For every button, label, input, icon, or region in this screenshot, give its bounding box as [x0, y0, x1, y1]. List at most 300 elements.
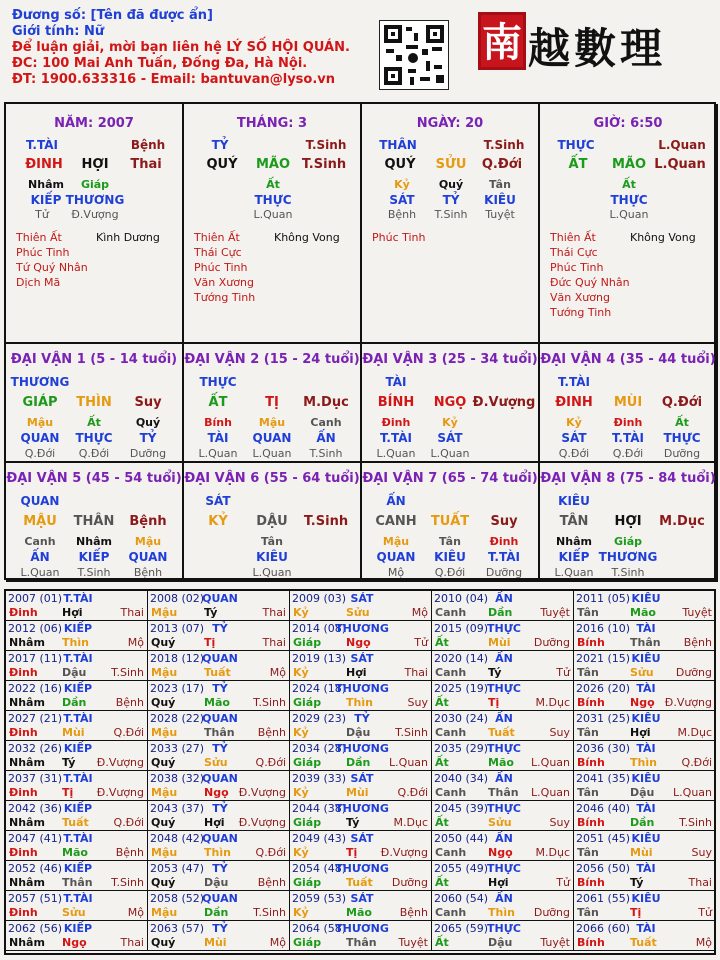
year-chi: Tý — [346, 816, 360, 829]
year-can: Bính — [577, 756, 605, 769]
cell-row — [540, 535, 718, 551]
year-chi: Tuất — [488, 726, 515, 739]
pillar-title: THÁNG: 3 — [236, 116, 308, 131]
cell-value: Dưỡng — [129, 447, 167, 460]
year-label: 2054 (48) — [292, 862, 347, 875]
year-label: 2029 (23) — [292, 712, 347, 725]
year-stage: Dưỡng — [533, 906, 570, 919]
year-cell — [148, 741, 290, 771]
year-cell — [432, 651, 574, 681]
cell-value: TÀI — [207, 431, 229, 445]
year-chi: Ngọ — [62, 936, 87, 949]
star-label: Tướng Tinh — [194, 291, 256, 304]
year-chi: Mùi — [630, 846, 653, 859]
cell-value: Q.Đới — [24, 447, 56, 460]
cell-value: Bệnh — [130, 138, 166, 152]
year-chi: Hợi — [630, 726, 651, 739]
cell-value: THÌN — [76, 395, 112, 410]
year-cell — [432, 831, 574, 861]
year-cell — [574, 741, 716, 771]
cell-value: Dưỡng — [485, 566, 523, 579]
year-chi: Tị — [488, 696, 500, 709]
cell-value: ĐINH — [555, 395, 593, 410]
cell-value: THÂN — [73, 514, 115, 529]
year-can: Ất — [435, 636, 449, 649]
cell-row — [362, 566, 540, 582]
cell-row — [184, 447, 362, 463]
year-label: 2064 (58) — [292, 922, 347, 935]
dai-van-cell — [540, 463, 718, 582]
dai-van-cell — [540, 344, 718, 463]
chart-grid — [4, 102, 716, 580]
year-chi: Dần — [346, 756, 371, 769]
cell-row — [540, 138, 718, 154]
year-can: Bính — [577, 936, 605, 949]
cell-value: Q.Đới — [558, 447, 590, 460]
year-chi: Tuất — [346, 876, 373, 889]
year-label: 2030 (24) — [434, 712, 489, 725]
year-chi: Tuất — [62, 816, 89, 829]
cell-value: SỬU — [435, 157, 467, 172]
year-stage: L.Quan — [389, 756, 428, 769]
year-stage: Q.Đới — [255, 846, 286, 859]
cell-value: SÁT — [389, 193, 415, 207]
year-chi: Thìn — [630, 756, 657, 769]
cell-row — [6, 208, 184, 224]
year-cell — [148, 651, 290, 681]
cell-row — [540, 178, 718, 194]
cell-value: TUẤT — [430, 514, 470, 529]
cell-value: THỰC — [199, 375, 237, 389]
year-chi: Tuất — [204, 666, 231, 679]
cell-value: Bệnh — [387, 208, 417, 221]
cell-value: ẤT — [568, 157, 588, 172]
year-chi: Thân — [62, 876, 93, 889]
cell-row — [362, 208, 540, 224]
year-can: Đinh — [9, 606, 38, 619]
cell-row — [362, 494, 540, 510]
cell-value: THƯƠNG — [10, 375, 70, 389]
year-can: Canh — [435, 786, 467, 799]
year-label: 2014 (08) — [292, 622, 347, 635]
cell-row — [362, 157, 540, 173]
pillar-cell — [540, 104, 718, 344]
dai-van-title: ĐẠI VẬN 1 (5 - 14 tuổi) — [10, 352, 178, 367]
cell-row — [6, 375, 184, 391]
year-chi: Thìn — [204, 846, 231, 859]
cell-row — [184, 550, 362, 566]
year-can: Giáp — [293, 756, 322, 769]
year-stage: Q.Đới — [397, 786, 428, 799]
logo-seal: 南 — [478, 12, 526, 70]
year-label: 2013 (07) — [150, 622, 205, 635]
cell-value: Kỷ — [394, 178, 410, 191]
year-label: 2028 (22) — [150, 712, 205, 725]
cell-value: T.Sinh — [434, 208, 468, 221]
year-god: KIÊU — [631, 652, 661, 665]
cell-value: T.Sinh — [483, 138, 525, 152]
year-chi: Mão — [488, 756, 514, 769]
cell-value: Q.Đới — [481, 157, 523, 172]
year-cell — [6, 801, 148, 831]
year-chi: Sửu — [488, 816, 512, 829]
cell-row — [184, 138, 362, 154]
year-god: ẤN — [495, 772, 513, 785]
year-can: Bính — [577, 636, 605, 649]
year-cell — [6, 741, 148, 771]
cell-value: Mậu — [382, 535, 410, 548]
year-stage: L.Quan — [531, 756, 570, 769]
cell-value: QUAN — [128, 550, 168, 564]
year-stage: Bệnh — [399, 906, 428, 919]
year-can: Mậu — [151, 846, 178, 859]
cell-row — [540, 514, 718, 530]
year-label: 2009 (03) — [292, 592, 347, 605]
cell-value: CANH — [375, 514, 417, 529]
year-cell — [290, 591, 432, 621]
pillar-cell — [184, 104, 362, 344]
year-label: 2046 (40) — [576, 802, 631, 815]
year-cell — [148, 711, 290, 741]
year-god: THỰC — [487, 922, 521, 935]
year-cell — [290, 831, 432, 861]
cell-value: KỶ — [208, 514, 228, 529]
dai-van-cell — [184, 344, 362, 463]
cell-row — [540, 566, 718, 582]
year-can: Nhâm — [9, 756, 45, 769]
year-god: T.TÀI — [63, 592, 93, 605]
year-label: 2012 (06) — [8, 622, 63, 635]
cell-value: Tân — [261, 535, 283, 548]
year-label: 2019 (13) — [292, 652, 347, 665]
year-cell — [148, 801, 290, 831]
cell-value: TÀI — [385, 375, 407, 389]
year-label: 2043 (37) — [150, 802, 205, 815]
year-chi: Dậu — [630, 786, 655, 799]
cell-value: Q.Đới — [78, 447, 110, 460]
year-can: Canh — [435, 666, 467, 679]
dai-van-title: ĐẠI VẬN 8 (75 - 84 tuổi) — [540, 471, 716, 486]
year-can: Ất — [435, 816, 449, 829]
year-chi: Sửu — [204, 756, 228, 769]
year-god: THƯƠNG — [335, 862, 389, 875]
year-can: Quý — [151, 756, 176, 769]
year-cell — [574, 711, 716, 741]
year-label: 2059 (53) — [292, 892, 347, 905]
cell-row — [540, 431, 718, 447]
year-stage: T.Sinh — [679, 816, 712, 829]
cell-value: Quý — [438, 178, 464, 191]
cell-value: L.Quan — [430, 447, 470, 460]
year-label: 2056 (50) — [576, 862, 631, 875]
year-cell — [432, 591, 574, 621]
cell-row — [184, 416, 362, 432]
year-can: Ất — [435, 696, 449, 709]
year-chi: Tị — [204, 636, 216, 649]
star-label: Không Vong — [274, 231, 340, 244]
cell-row — [184, 566, 362, 582]
cell-row — [540, 447, 718, 463]
cell-value: SÁT — [561, 431, 587, 445]
year-can: Giáp — [293, 876, 322, 889]
year-god: TỶ — [212, 922, 228, 935]
year-can: Bính — [577, 816, 605, 829]
cell-value: NGỌ — [433, 395, 467, 410]
year-label: 2016 (10) — [576, 622, 631, 635]
cell-value: Kỷ — [566, 416, 582, 429]
cell-row — [184, 157, 362, 173]
year-god: QUAN — [202, 892, 238, 905]
cell-value: Kỷ — [442, 416, 458, 429]
cell-value: L.Quan — [554, 566, 594, 579]
year-label: 2055 (49) — [434, 862, 489, 875]
cell-value: QUÝ — [206, 157, 238, 172]
year-chi: Tý — [204, 606, 218, 619]
year-label: 2034 (28) — [292, 742, 347, 755]
year-god: TỶ — [354, 712, 370, 725]
year-chi: Mùi — [488, 636, 511, 649]
year-god: T.TÀI — [63, 832, 93, 845]
year-chi: Thân — [488, 786, 519, 799]
year-cell — [574, 891, 716, 921]
cell-value: THÂN — [379, 138, 417, 152]
year-cell — [432, 741, 574, 771]
star-label: Thiên Ất — [550, 231, 596, 244]
year-god: THỰC — [487, 622, 521, 635]
year-cell — [148, 891, 290, 921]
year-chi: Mùi — [346, 786, 369, 799]
cell-row — [540, 208, 718, 224]
year-stage: Tuyệt — [398, 936, 428, 949]
star-label: Đức Quý Nhân — [550, 276, 630, 289]
year-label: 2024 (18) — [292, 682, 347, 695]
year-can: Mậu — [151, 786, 178, 799]
year-stage: M.Dục — [677, 726, 712, 739]
year-cell — [6, 621, 148, 651]
year-cell — [6, 591, 148, 621]
year-chi: Dậu — [62, 666, 87, 679]
year-label: 2023 (17) — [150, 682, 205, 695]
contact-line: Để luận giải, mời bạn liên hệ LÝ SỐ HỘI QUÁN. — [12, 40, 350, 55]
star-label: Phúc Tinh — [194, 261, 248, 274]
year-god: KIÊU — [631, 592, 661, 605]
cell-value: L.Quan — [609, 208, 649, 221]
year-stage: Suy — [549, 816, 570, 829]
cell-value: KIẾP — [30, 193, 62, 207]
star-label: Thiên Ất — [194, 231, 240, 244]
cell-value: Giáp — [80, 178, 110, 191]
cell-value: Q.Đới — [434, 566, 466, 579]
year-label: 2061 (55) — [576, 892, 631, 905]
pillar-title: NĂM: 2007 — [54, 116, 134, 131]
year-stage: Tử — [414, 636, 428, 649]
year-label: 2051 (45) — [576, 832, 631, 845]
year-stage: Tuyệt — [682, 606, 712, 619]
cell-row — [6, 447, 184, 463]
cell-row — [6, 566, 184, 582]
cell-row — [362, 193, 540, 209]
logo — [478, 10, 718, 72]
year-chi: Tý — [62, 756, 76, 769]
cell-value: T.Sinh — [301, 157, 347, 172]
year-god: THỰC — [487, 862, 521, 875]
year-label: 2007 (01) — [8, 592, 63, 605]
year-stage: L.Quan — [531, 786, 570, 799]
cell-value: T.TÀI — [26, 138, 58, 152]
cell-value: L.Quan — [20, 566, 60, 579]
year-god: KIẾP — [63, 742, 93, 755]
year-cell — [290, 681, 432, 711]
year-chi: Sửu — [630, 666, 654, 679]
year-chi: Dần — [630, 816, 655, 829]
cell-value: THƯƠNG — [598, 550, 658, 564]
year-label: 2040 (34) — [434, 772, 489, 785]
year-cell — [290, 741, 432, 771]
cell-value: Đinh — [613, 416, 643, 429]
cell-row — [184, 514, 362, 530]
year-god: QUAN — [202, 832, 238, 845]
year-label: 2035 (29) — [434, 742, 489, 755]
year-chi: Tý — [488, 666, 502, 679]
year-chi: Ngọ — [630, 696, 655, 709]
year-cell — [148, 771, 290, 801]
year-label: 2017 (11) — [8, 652, 63, 665]
cell-value: Nhâm — [28, 178, 64, 191]
cell-row — [362, 138, 540, 154]
cell-value: DẬU — [256, 514, 288, 529]
cell-value: T.Sinh — [309, 447, 343, 460]
year-can: Mậu — [151, 666, 178, 679]
cell-row — [6, 494, 184, 510]
year-can: Nhâm — [9, 876, 45, 889]
year-chi: Mão — [62, 846, 88, 859]
year-stage: Thai — [120, 936, 144, 949]
year-cell — [290, 861, 432, 891]
dai-van-title: ĐẠI VẬN 3 (25 - 34 tuổi) — [362, 352, 538, 367]
year-stage: T.Sinh — [111, 666, 144, 679]
year-stage: Thai — [262, 606, 286, 619]
year-god: THỰC — [487, 742, 521, 755]
cell-value: Mộ — [387, 566, 405, 579]
annual-table — [4, 589, 716, 955]
cell-row — [6, 157, 184, 173]
cell-row — [540, 157, 718, 173]
year-can: Kỷ — [293, 786, 309, 799]
year-can: Nhâm — [9, 636, 45, 649]
year-can: Mậu — [151, 906, 178, 919]
cell-value: Tử — [35, 208, 49, 221]
year-god: KIÊU — [631, 832, 661, 845]
cell-value: Suy — [134, 395, 162, 410]
cell-value: L.Quan — [654, 157, 706, 172]
year-god: TÀI — [636, 862, 656, 875]
dai-van-cell — [6, 463, 184, 582]
cell-row — [6, 138, 184, 154]
cell-row — [540, 550, 718, 566]
cell-value: ẤN — [386, 494, 406, 508]
year-label: 2032 (26) — [8, 742, 63, 755]
year-chi: Ngọ — [488, 846, 513, 859]
year-cell — [432, 921, 574, 951]
year-stage: Tuyệt — [540, 936, 570, 949]
year-cell — [290, 801, 432, 831]
year-can: Canh — [435, 606, 467, 619]
year-label: 2045 (39) — [434, 802, 489, 815]
star-label: Không Vong — [630, 231, 696, 244]
year-can: Quý — [151, 816, 176, 829]
year-chi: Tý — [630, 876, 644, 889]
year-cell — [148, 681, 290, 711]
year-can: Đinh — [9, 846, 38, 859]
year-cell — [574, 921, 716, 951]
year-stage: T.Sinh — [253, 906, 286, 919]
cell-row — [540, 375, 718, 391]
year-label: 2037 (31) — [8, 772, 63, 785]
cell-value: Mậu — [258, 416, 286, 429]
cell-value: BÍNH — [377, 395, 415, 410]
year-can: Kỷ — [293, 906, 309, 919]
year-label: 2015 (09) — [434, 622, 489, 635]
star-label: Văn Xương — [550, 291, 610, 304]
cell-value: KIÊU — [558, 494, 590, 508]
cell-value: Đ.Vượng — [472, 395, 536, 410]
star-label: Phúc Tinh — [16, 246, 70, 259]
year-chi: Dần — [488, 606, 513, 619]
cell-value: THỰC — [254, 193, 292, 207]
year-cell — [574, 651, 716, 681]
year-chi: Tuất — [630, 936, 657, 949]
year-stage: Tử — [556, 876, 570, 889]
year-god: KIẾP — [63, 802, 93, 815]
year-label: 2039 (33) — [292, 772, 347, 785]
cell-row — [540, 395, 718, 411]
year-stage: L.Quan — [673, 786, 712, 799]
year-chi: Dần — [204, 906, 229, 919]
cell-value: ẤN — [316, 431, 336, 445]
cell-row — [6, 178, 184, 194]
cell-value: HỢI — [614, 514, 642, 529]
pillar-cell — [362, 104, 540, 344]
star-label: Tướng Tinh — [550, 306, 612, 319]
star-label: Thái Cực — [194, 246, 242, 259]
year-god: THƯƠNG — [335, 742, 389, 755]
year-can: Giáp — [293, 636, 322, 649]
cell-row — [6, 395, 184, 411]
year-god: THỰC — [487, 802, 521, 815]
cell-row — [362, 395, 540, 411]
year-can: Ất — [435, 756, 449, 769]
year-stage: Q.Đới — [113, 726, 144, 739]
cell-value: SÁT — [205, 494, 231, 508]
cell-value: KIÊU — [434, 550, 466, 564]
year-stage: Mộ — [269, 666, 286, 679]
year-chi: Tị — [346, 846, 358, 859]
year-god: ẤN — [495, 832, 513, 845]
cell-value: Ất — [675, 416, 689, 429]
year-label: 2053 (47) — [150, 862, 205, 875]
year-stage: Dưỡng — [675, 666, 712, 679]
year-cell — [432, 801, 574, 831]
year-chi: Dần — [62, 696, 87, 709]
year-god: TÀI — [636, 682, 656, 695]
year-stage: Q.Đới — [681, 756, 712, 769]
year-cell — [6, 711, 148, 741]
year-can: Tân — [577, 846, 599, 859]
cell-value: THỰC — [75, 431, 113, 445]
year-chi: Mão — [204, 696, 230, 709]
header-info — [12, 8, 352, 88]
cell-value: Tân — [489, 178, 511, 191]
